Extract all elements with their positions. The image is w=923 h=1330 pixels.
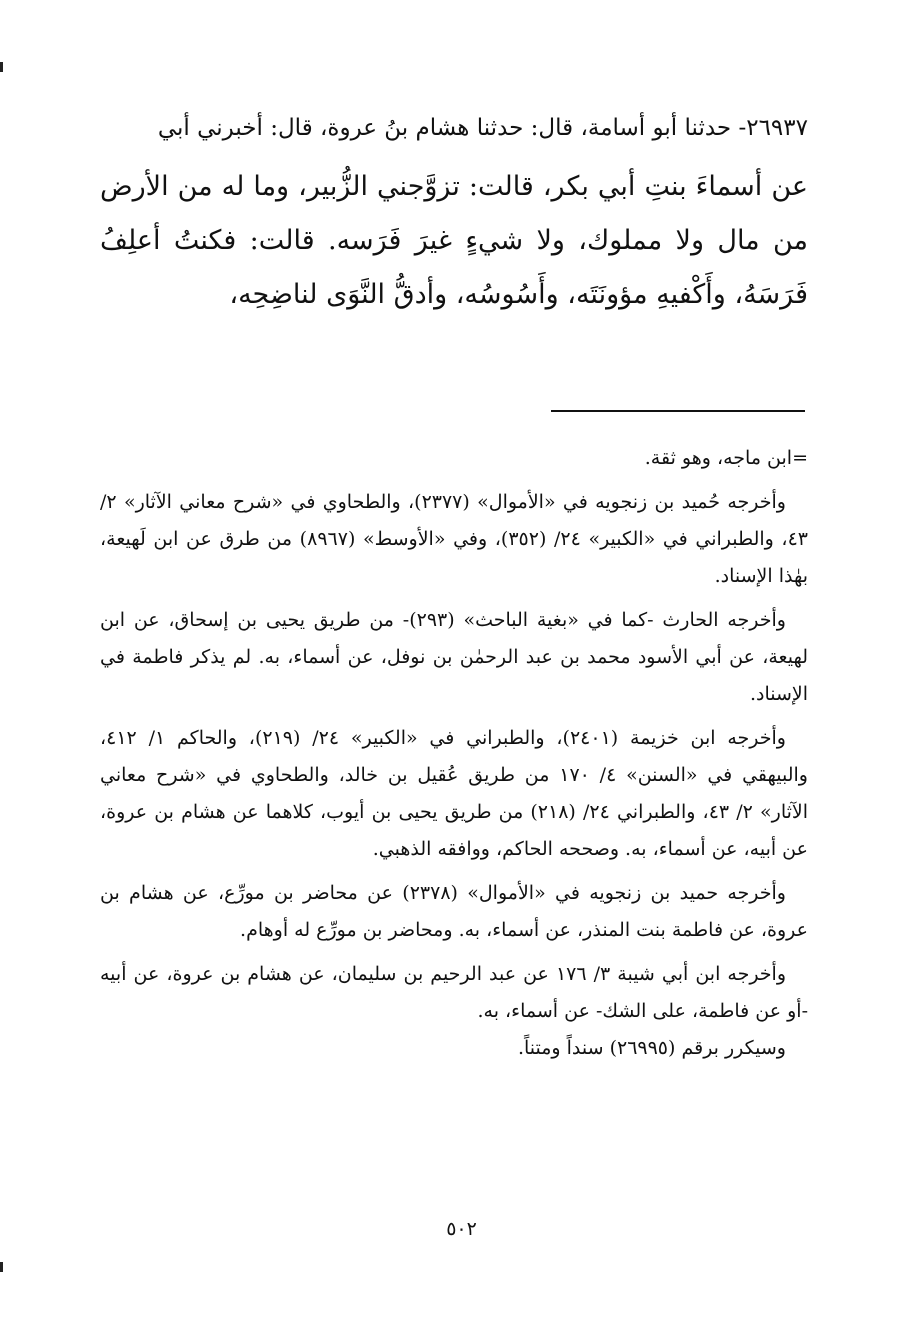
hadith-matn: عن أسماءَ بنتِ أبي بكر، قالت: تزوَّجني الزُّبير، وما له من الأرض من مال ولا مملوك، ولا شيءٍ غيرَ فَرَسه. قالت: فكنتُ أعلِفُ فَرَسَهُ، وأَكْفيهِ مؤونَتَه، وأَسُوسُه، وأدقُّ النَّوَى لناضِحِه، [100,171,808,310]
footnote-paragraph: وأخرجه الحارث -كما في «بغية الباحث» (٢٩٣)- من طريق يحيى بن إسحاق، عن ابن لهيعة، عن أبي الأسود محمد بن عبد الرحمٰن بن نوفل، عن أسماء، به. لم يذكر فاطمة في الإسناد. [100,609,808,705]
page-number: ٥٠٢ [446,1218,477,1240]
scan-edge-mark [0,1262,3,1272]
footnote-paragraph: وأخرجه حُميد بن زنجويه في «الأموال» (٢٣٧٧)، والطحاوي في «شرح معاني الآثار» ٢/ ٤٣، والطبراني في «الكبير» ٢٤/ (٣٥٢)، وفي «الأوسط» (٨٩٦٧) من طرق عن ابن لَهيعة، بهٰذا الإسناد. [100,491,808,587]
hadith-isnad: ٢٦٩٣٧- حدثنا أبو أسامة، قال: حدثنا هشام بنُ عروة، قال: أخبرني أبي [157,115,808,141]
footnote-paragraph: وأخرجه حميد بن زنجويه في «الأموال» (٢٣٧٨) عن محاضر بن مورِّع، عن هشام بن عروة، عن فاطمة بنت المنذر، عن أسماء، به. ومحاضر بن مورِّع له أوهام. [100,882,808,941]
scan-edge-mark [0,62,3,72]
footnote-paragraph: وسيكرر برقم (٢٦٩٩٥) سنداً ومتناً. [517,1037,786,1059]
footnote-paragraph: وأخرجه ابن أبي شيبة ٣/ ١٧٦ عن عبد الرحيم بن سليمان، عن هشام بن عروة، عن أبيه -أو عن فاطمة، على الشك- عن أسماء، به. [100,963,808,1022]
hadith-block [100,108,808,322]
footnote-separator [551,410,805,412]
footnotes [100,440,808,1074]
footnote-paragraph: وأخرجه ابن خزيمة (٢٤٠١)، والطبراني في «الكبير» ٢٤/ (٢١٩)، والحاكم ١/ ٤١٢، والبيهقي في «السنن» ٤/ ١٧٠ من طريق عُقيل بن خالد، والطحاوي في «شرح معاني الآثار» ٢/ ٤٣، والطبراني ٢٤/ (٢١٨) من طريق يحيى بن أيوب، كلاهما عن هشام بن عروة، عن أبيه، عن أسماء، به. وصححه الحاكم، ووافقه الذهبي. [100,727,809,860]
footnote-paragraph: =ابن ماجه، وهو ثقة. [644,447,808,469]
